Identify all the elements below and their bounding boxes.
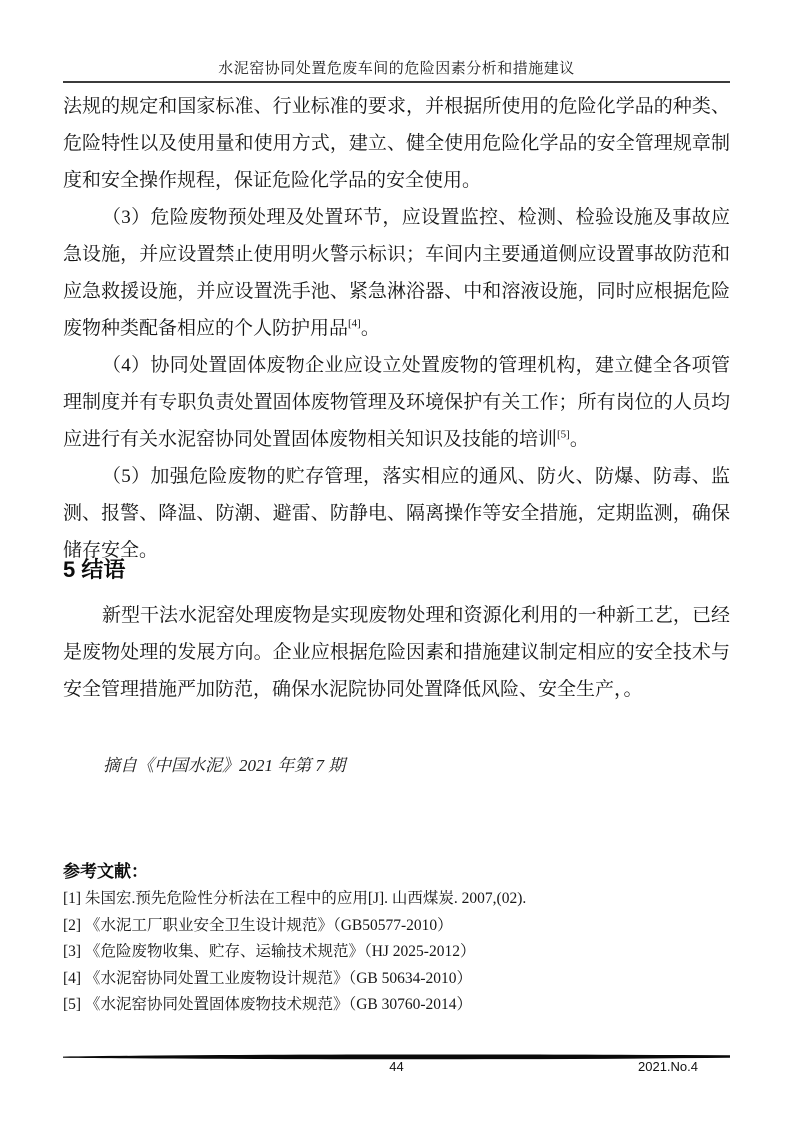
section-heading-conclusion: 5 结语 <box>63 557 126 582</box>
running-head-title: 水泥窑协同处置危废车间的危险因素分析和措施建议 <box>218 61 575 77</box>
paragraph-item-3 <box>63 199 730 347</box>
citation-marker-4: [4] <box>348 317 361 330</box>
references-list <box>63 886 730 1019</box>
reference-item-1: [1] 朱国宏.预先危险性分析法在工程中的应用[J]. 山西煤炭. 2007,(02). <box>63 890 527 907</box>
conclusion-paragraph-block <box>63 597 730 708</box>
paragraph-item-4 <box>63 347 730 458</box>
source-note: 摘自《中国水泥》2021 年第 7 期 <box>103 756 346 775</box>
paragraph-tail: 。 <box>569 429 589 450</box>
source-note-block <box>63 751 730 776</box>
paragraph-text: （4）协同处置固体废物企业应设立处置废物的管理机构，建立健全各项管理制度并有专职负责处置固体废物管理及环境保护有关工作；所有岗位的人员均应进行有关水泥窑协同处置固体废物相关知识及技能的培训 <box>63 355 730 450</box>
citation-marker-5: [5] <box>557 428 570 441</box>
issue-label: 2021.No.4 <box>638 1059 698 1074</box>
body-text-block <box>63 88 730 569</box>
paragraph-tail: 。 <box>360 318 380 339</box>
reference-item-2: [2] 《水泥工厂职业安全卫生设计规范》（GB50577-2010） <box>63 916 453 934</box>
paragraph-carryover: 法规的规定和国家标准、行业标准的要求，并根据所使用的危险化学品的种类、危险特性以及使用量和使用方式，建立、健全使用危险化学品的安全管理规章制度和安全操作规程，保证危险化学品的安全使用。 <box>63 96 730 191</box>
paragraph-text: （3）危险废物预处理及处置环节，应设置监控、检测、检验设施及事故应急设施，并应设置禁止使用明火警示标识；车间内主要通道侧应设置事故防范和应急救援设施，并应设置洗手池、紧急淋浴器、中和溶液设施，同时应根据危险废物种类配备相应的个人防护用品 <box>63 207 730 339</box>
page-number: 44 <box>389 1059 404 1074</box>
reference-item-5: [5] 《水泥窑协同处置固体废物技术规范》（GB 30760-2014） <box>63 996 473 1013</box>
conclusion-paragraph: 新型干法水泥窑处理废物是实现废物处理和资源化利用的一种新工艺，已经是废物处理的发展方向。企业应根据危险因素和措施建议制定相应的安全技术与安全管理措施严加防范，确保水泥院协同处置降低风险、安全生产，。 <box>63 605 730 700</box>
references-section <box>63 857 730 882</box>
reference-item-3: [3] 《危险废物收集、贮存、运输技术规范》（HJ 2025-2012） <box>63 943 476 960</box>
references-heading: 参考文献： <box>63 862 148 881</box>
references-list-block <box>63 886 730 1019</box>
header-rule <box>63 81 730 83</box>
footer-rule <box>63 1049 730 1058</box>
conclusion-section <box>63 553 730 584</box>
paragraph-item-5: （5）加强危险废物的贮存管理，落实相应的通风、防火、防爆、防毒、监测、报警、降温、防潮、避雷、防静电、隔离操作等安全措施，定期监测，确保储存安全。 <box>63 466 730 561</box>
reference-item-4: [4] 《水泥窑协同处置工业废物设计规范》（GB 50634-2010） <box>63 969 473 987</box>
